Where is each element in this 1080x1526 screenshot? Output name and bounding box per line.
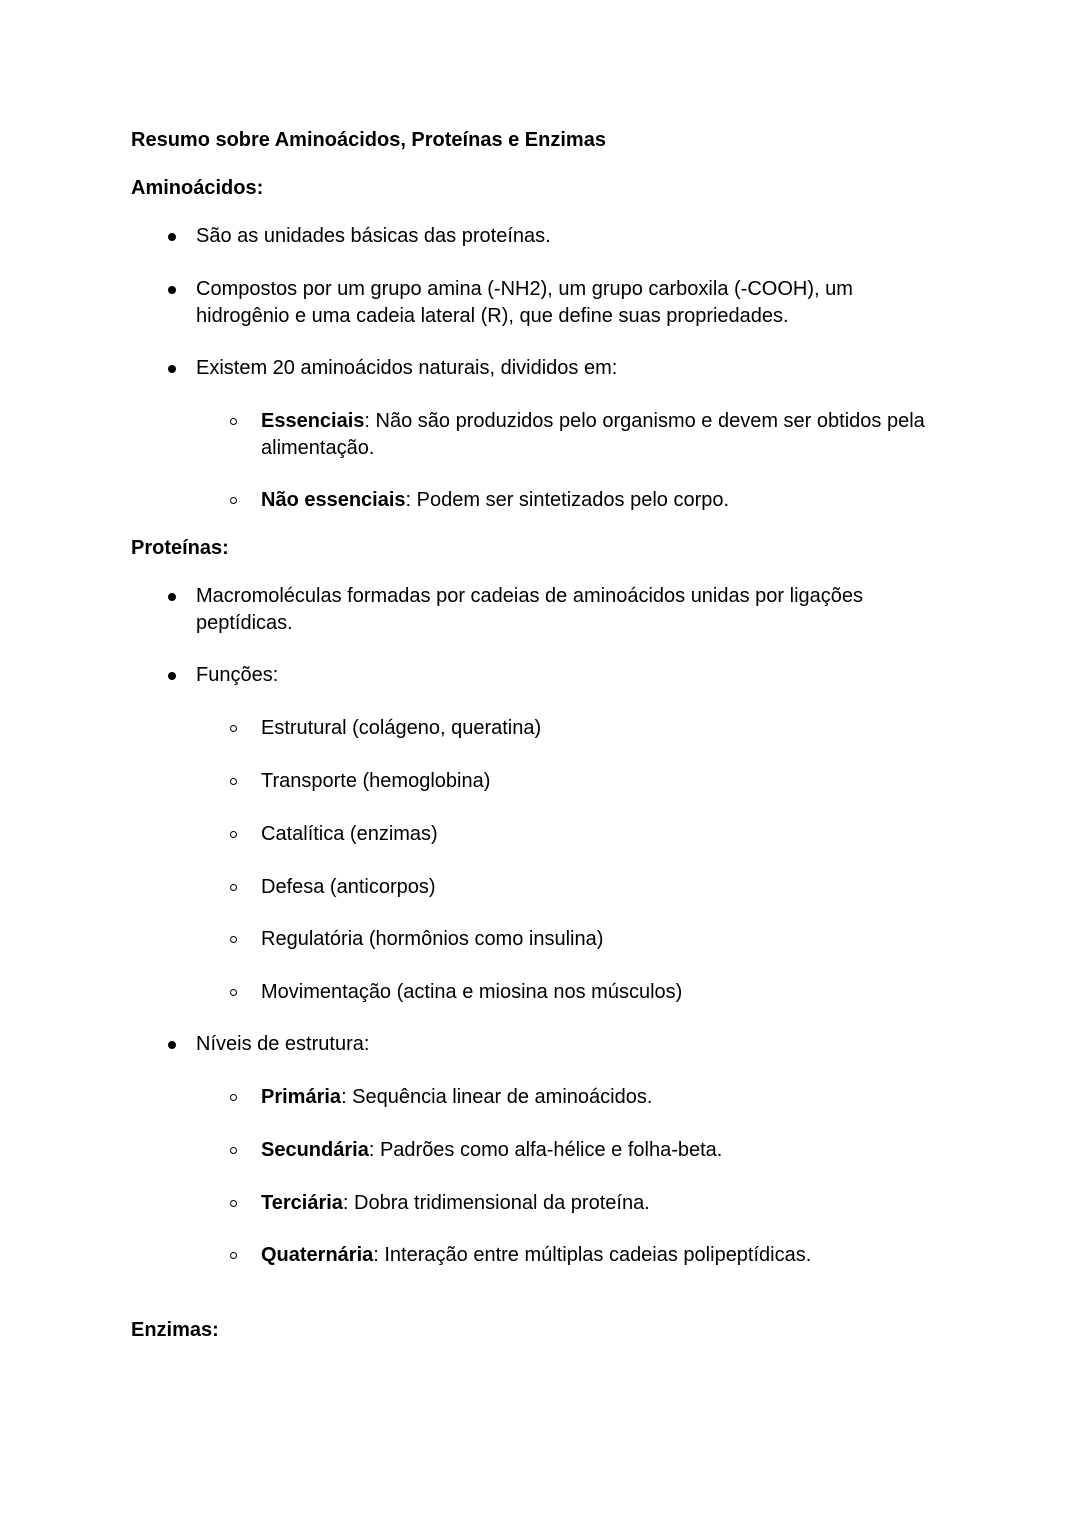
sub-list-item: [261, 1192, 650, 1215]
sub-list-item: Defesa (anticorpos): [261, 876, 436, 898]
term: Primária: [261, 1086, 342, 1108]
sub-list-item: Transporte (hemoglobina): [261, 770, 491, 792]
sub-bullet-icon: [230, 884, 237, 891]
list-item: Níveis de estrutura:: [196, 1033, 370, 1055]
sub-bullet-icon: [230, 497, 237, 504]
document-title: Resumo sobre Aminoácidos, Proteínas e Enzimas: [131, 129, 606, 151]
term: Quaternária: [261, 1244, 374, 1266]
sub-bullet-icon: [230, 1252, 237, 1259]
sub-list-item: Estrutural (colágeno, queratina): [261, 717, 542, 739]
sub-list-item: [261, 410, 925, 433]
term: Não essenciais: [261, 489, 406, 511]
sub-list-item: Movimentação (actina e miosina nos músculos): [261, 981, 683, 1003]
sub-list-item: Catalítica (enzimas): [261, 823, 438, 845]
term: Essenciais: [261, 410, 365, 432]
sub-bullet-icon: [230, 418, 237, 425]
sub-list-item-continuation: alimentação.: [261, 437, 375, 459]
sub-bullet-icon: [230, 1200, 237, 1207]
list-item-continuation: hidrogênio e uma cadeia lateral (R), que define suas propriedades.: [196, 305, 789, 327]
sub-list-item: [261, 1139, 722, 1162]
bullet-icon: [168, 233, 176, 241]
list-item: Existem 20 aminoácidos naturais, divididos em:: [196, 357, 618, 379]
sub-list-item: [261, 489, 729, 512]
bullet-icon: [168, 1041, 176, 1049]
bullet-icon: [168, 286, 176, 294]
definition: : Sequência linear de aminoácidos.: [341, 1086, 653, 1108]
sub-bullet-icon: [230, 831, 237, 838]
term: Terciária: [261, 1192, 343, 1214]
section-heading-aminoacidos: Aminoácidos:: [131, 177, 264, 199]
sub-bullet-icon: [230, 1147, 237, 1154]
list-item: Funções:: [196, 664, 279, 686]
section-heading-enzimas: Enzimas:: [131, 1319, 219, 1341]
section-heading-proteinas: Proteínas:: [131, 537, 229, 559]
definition: : Interação entre múltiplas cadeias polipeptídicas.: [373, 1244, 812, 1266]
bullet-icon: [168, 672, 176, 680]
definition: : Dobra tridimensional da proteína.: [342, 1192, 650, 1214]
sub-list-item: [261, 1086, 652, 1109]
sub-bullet-icon: [230, 778, 237, 785]
sub-bullet-icon: [230, 1094, 237, 1101]
term: Secundária: [261, 1139, 369, 1161]
list-item: São as unidades básicas das proteínas.: [196, 225, 551, 247]
definition: : Padrões como alfa-hélice e folha-beta.: [368, 1139, 723, 1161]
bullet-icon: [168, 365, 176, 373]
sub-bullet-icon: [230, 989, 237, 996]
list-item: Macromoléculas formadas por cadeias de aminoácidos unidas por ligações: [196, 585, 864, 607]
list-item: Compostos por um grupo amina (-NH2), um grupo carboxila (-COOH), um: [196, 278, 853, 300]
sub-list-item: Regulatória (hormônios como insulina): [261, 928, 604, 950]
sub-list-item: [261, 1244, 811, 1267]
sub-bullet-icon: [230, 725, 237, 732]
sub-bullet-icon: [230, 936, 237, 943]
list-item-continuation: peptídicas.: [196, 612, 293, 634]
bullet-icon: [168, 593, 176, 601]
definition: : Podem ser sintetizados pelo corpo.: [405, 489, 730, 511]
definition: : Não são produzidos pelo organismo e devem ser obtidos pela: [364, 410, 925, 432]
